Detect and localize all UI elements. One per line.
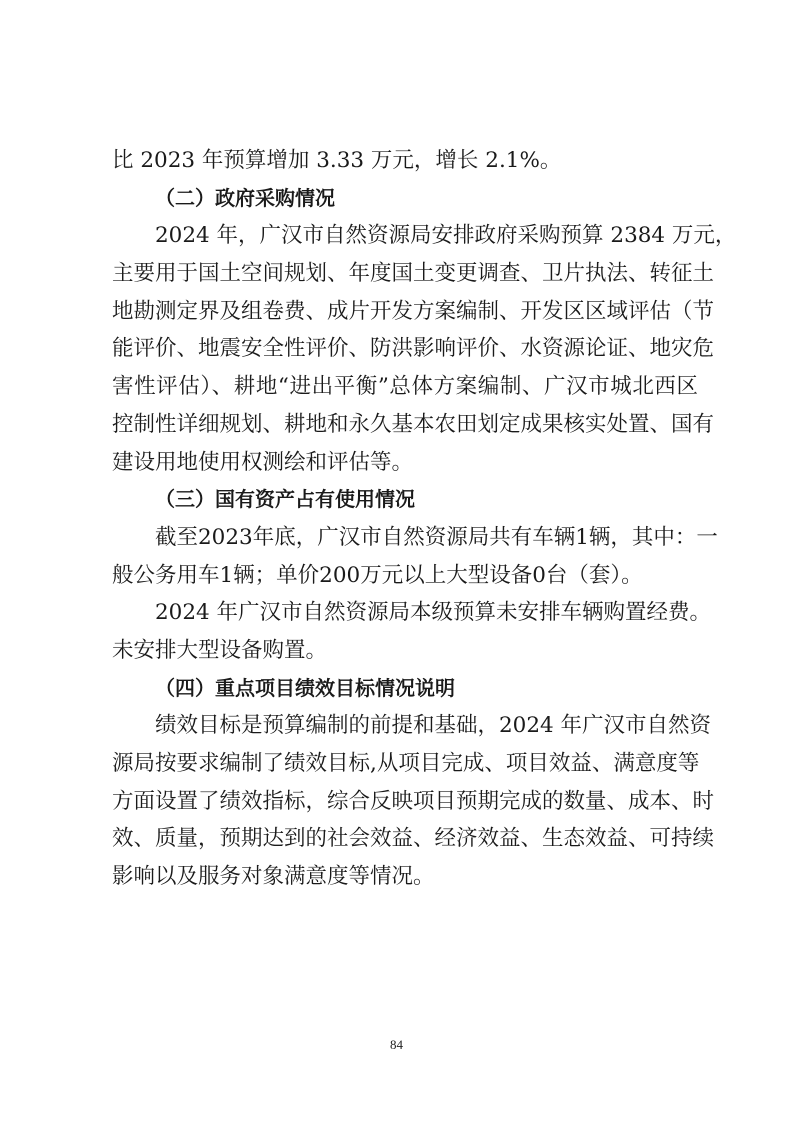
paragraph-line: 害性评估）、耕地“进出平衡”总体方案编制、广汉市城北西区 [112,374,698,400]
page-body [112,142,737,896]
paragraph-line: 主要用于国土空间规划、年度国土变更调查、卫片执法、转征土 [112,261,715,287]
paragraph-line: 2024 年广汉市自然资源局本级预算未安排车辆购置经费。 [155,600,712,626]
paragraph-line: 比 2023 年预算增加 3.33 万元，增长 2.1%。 [112,148,562,173]
paragraph-line: 效、质量，预期达到的社会效益、经济效益、生态效益、可持续 [112,826,715,852]
paragraph-line: 般公务用车1辆；单价200万元以上大型设备0台（套）。 [112,562,643,588]
paragraph-line: 绩效目标是预算编制的前提和基础，2024 年广汉市自然资 [155,713,712,739]
section-heading-state-assets: （三）国有资产占有使用情况 [155,487,415,512]
paragraph-line: 未安排大型设备购置。 [112,637,328,663]
paragraph-line: 控制性详细规划、耕地和永久基本农田划定成果核实处置、国有 [112,411,715,437]
paragraph-line: 截至2023年底，广汉市自然资源局共有车辆1辆，其中：一 [155,524,718,550]
section-heading-performance-goals: （四）重点项目绩效目标情况说明 [155,675,455,700]
paragraph-line: 能评价、地震安全性评价、防洪影响评价、水资源论证、地灾危 [112,336,715,362]
paragraph-line: 2024 年，广汉市自然资源局安排政府采购预算 2384 万元， [155,223,737,249]
paragraph-line: 源局按要求编制了绩效目标,从项目完成、项目效益、满意度等 [112,751,700,776]
paragraph-line: 建设用地使用权测绘和评估等。 [112,449,414,475]
paragraph-line: 地勘测定界及组卷费、成片开发方案编制、开发区区域评估（节 [112,298,715,324]
section-heading-procurement: （二）政府采购情况 [155,185,335,210]
page-number: 84 [390,1037,403,1052]
paragraph-line: 影响以及服务对象满意度等情况。 [112,864,435,890]
paragraph-line: 方面设置了绩效指标，综合反映项目预期完成的数量、成本、时 [112,788,715,814]
